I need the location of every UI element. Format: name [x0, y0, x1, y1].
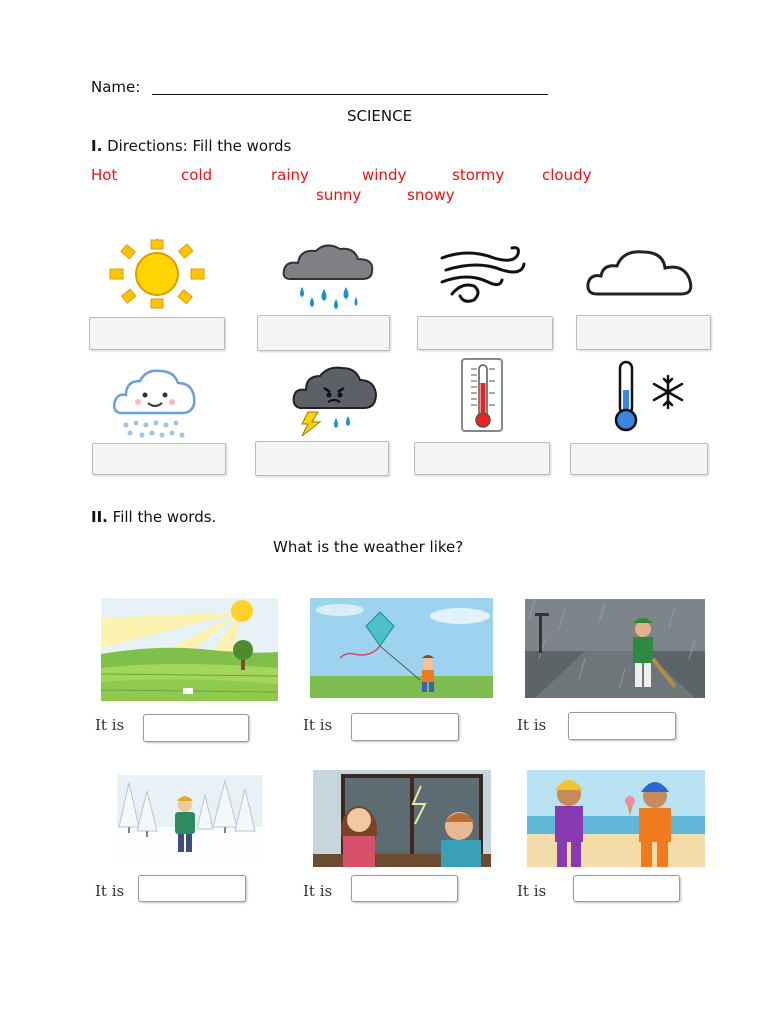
answer-box-5[interactable]: [92, 443, 226, 475]
scene-answer-box-5[interactable]: [351, 875, 458, 902]
hot-beach-scene: [527, 770, 705, 867]
stormy-window-scene: [313, 770, 491, 867]
question-title: What is the weather like?: [273, 538, 464, 556]
name-input-line[interactable]: [152, 94, 548, 95]
name-label: Name:: [91, 78, 141, 96]
word-bank-word: stormy: [452, 166, 505, 184]
section2-numeral: II.: [91, 508, 108, 526]
answer-box-1[interactable]: [89, 317, 225, 350]
word-bank-word: snowy: [407, 186, 455, 204]
snow-cloud-icon: [112, 365, 198, 441]
word-bank-word: cloudy: [542, 166, 592, 184]
it-is-label: It is: [517, 882, 547, 900]
answer-box-3[interactable]: [417, 316, 553, 350]
it-is-label: It is: [95, 882, 125, 900]
section2-instruction: Fill the words.: [112, 508, 217, 526]
word-bank-word: Hot: [91, 166, 118, 184]
snowy-forest-scene: [117, 775, 263, 859]
word-bank-word: rainy: [271, 166, 309, 184]
it-is-label: It is: [303, 716, 333, 734]
answer-box-6[interactable]: [255, 441, 389, 476]
cold-thermometer-icon: [608, 360, 692, 432]
sun-icon: [105, 237, 209, 309]
hot-thermometer-icon: [459, 357, 507, 433]
it-is-label: It is: [517, 716, 547, 734]
word-bank-word: windy: [362, 166, 407, 184]
rain-cloud-icon: [280, 243, 376, 311]
answer-box-8[interactable]: [570, 443, 708, 475]
section2-heading: [91, 508, 216, 526]
answer-box-7[interactable]: [414, 442, 550, 475]
rainy-street-scene: [525, 599, 705, 698]
section1-directions: Directions: Fill the words: [107, 137, 292, 155]
word-bank-word: sunny: [316, 186, 362, 204]
sunny-field-scene: [101, 598, 278, 701]
page-title: SCIENCE: [347, 107, 413, 125]
answer-box-4[interactable]: [576, 315, 711, 350]
scene-answer-box-6[interactable]: [573, 875, 680, 902]
storm-cloud-icon: [290, 364, 378, 436]
answer-box-2[interactable]: [257, 315, 390, 351]
section1-numeral: I.: [91, 137, 103, 155]
it-is-label: It is: [95, 716, 125, 734]
section1-heading: [91, 137, 291, 155]
wind-icon: [438, 242, 528, 308]
scene-answer-box-4[interactable]: [138, 875, 246, 902]
cloud-icon: [585, 246, 697, 298]
windy-kite-scene: [310, 598, 493, 698]
scene-answer-box-1[interactable]: [143, 714, 249, 742]
word-bank-word: cold: [181, 166, 213, 184]
scene-answer-box-2[interactable]: [351, 713, 459, 741]
it-is-label: It is: [303, 882, 333, 900]
scene-answer-box-3[interactable]: [568, 712, 676, 740]
